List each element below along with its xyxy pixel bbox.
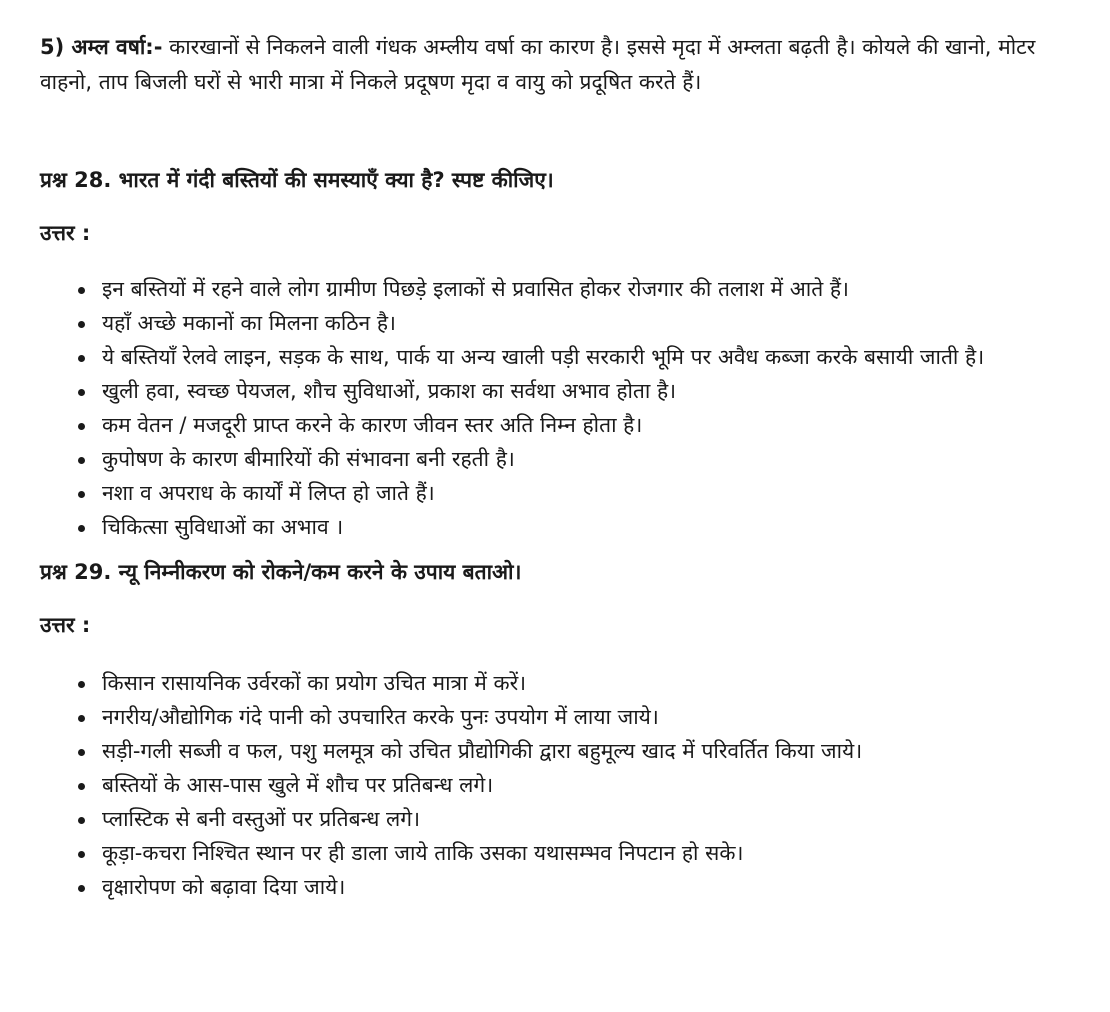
bullet-icon: [78, 783, 85, 790]
answer-29-label: उत्तर :: [40, 613, 91, 637]
list-item: [102, 408, 1080, 442]
bullet-icon: [78, 321, 85, 328]
list-item-text: किसान रासायनिक उर्वरकों का प्रयोग उचित मात्रा में करें।: [102, 671, 527, 695]
acid-rain-heading: 5) अम्ल वर्षा:-: [40, 35, 163, 59]
bullet-icon: [78, 457, 85, 464]
list-item-text: वृक्षारोपण को बढ़ावा दिया जाये।: [102, 875, 346, 899]
list-item-text: नगरीय/औद्योगिक गंदे पानी को उपचारित करके पुनः उपयोग में लाया जाये।: [102, 705, 659, 729]
answer-28-label: उत्तर :: [40, 221, 91, 245]
list-item: [102, 272, 1080, 306]
list-item-text: ये बस्तियाँ रेलवे लाइन, सड़क के साथ, पार्क या अन्य खाली पड़ी सरकारी भूमि पर अवैध कब्जा करके बसायी जाती है।: [102, 345, 985, 369]
bullet-icon: [78, 749, 85, 756]
list-item: [102, 836, 1080, 870]
bullet-icon: [78, 423, 85, 430]
acid-rain-text: कारखानों से निकलने वाली गंधक अम्लीय वर्षा का कारण है। इससे मृदा में अम्लता बढ़ती है। कोयले की खानो, मोटर वाहनो, ताप बिजली घरों से भारी मात्रा में निकले प्रदूषण मृदा व वायु को प्रदूषित करते हैं।: [40, 35, 1036, 94]
list-item-text: कूड़ा-कचरा निश्चित स्थान पर ही डाला जाये ताकि उसका यथासम्भव निपटान हो सके।: [102, 841, 744, 865]
answer-28-list: [40, 272, 1080, 544]
list-item: [102, 510, 1080, 544]
list-item: [102, 768, 1080, 802]
list-item-text: इन बस्तियों में रहने वाले लोग ग्रामीण पिछड़े इलाकों से प्रवासित होकर रोजगार की तलाश में आते हैं।: [102, 277, 850, 301]
bullet-icon: [78, 525, 85, 532]
bullet-icon: [78, 681, 85, 688]
bullet-icon: [78, 851, 85, 858]
list-item-text: नशा व अपराध के कार्यों में लिप्त हो जाते हैं।: [102, 481, 435, 505]
list-item: [102, 802, 1080, 836]
list-item: [102, 442, 1080, 476]
list-item-text: प्लास्टिक से बनी वस्तुओं पर प्रतिबन्ध लगे।: [102, 807, 421, 831]
bullet-icon: [78, 817, 85, 824]
list-item-text: यहाँ अच्छे मकानों का मिलना कठिन है।: [102, 311, 396, 335]
bullet-icon: [78, 287, 85, 294]
list-item: [102, 700, 1080, 734]
list-item: [102, 734, 1080, 768]
list-item: [102, 870, 1080, 904]
list-item: [102, 666, 1080, 700]
bullet-icon: [78, 389, 85, 396]
list-item-text: चिकित्सा सुविधाओं का अभाव ।: [102, 515, 344, 539]
list-item-text: खुली हवा, स्वच्छ पेयजल, शौच सुविधाओं, प्रकाश का सर्वथा अभाव होता है।: [102, 379, 677, 403]
bullet-icon: [78, 715, 85, 722]
acid-rain-paragraph: [40, 30, 1080, 100]
list-item: [102, 476, 1080, 510]
bullet-icon: [78, 355, 85, 362]
list-item: [102, 306, 1080, 340]
list-item-text: कम वेतन / मजदूरी प्राप्त करने के कारण जीवन स्तर अति निम्न होता है।: [102, 413, 643, 437]
list-item-text: बस्तियों के आस-पास खुले में शौच पर प्रतिबन्ध लगे।: [102, 773, 494, 797]
bullet-icon: [78, 491, 85, 498]
question-28: प्रश्न 28. भारत में गंदी बस्तियों की समस्याएँ क्या है? स्पष्ट कीजिए।: [40, 168, 554, 192]
list-item-text: सड़ी-गली सब्जी व फल, पशु मलमूत्र को उचित प्रौद्योगिकी द्वारा बहुमूल्य खाद में परिवर्तित किया जाये।: [102, 739, 863, 763]
list-item: [102, 374, 1080, 408]
question-29: प्रश्न 29. न्यू निम्नीकरण को रोकने/कम करने के उपाय बताओ।: [40, 560, 522, 584]
bullet-icon: [78, 885, 85, 892]
list-item: [102, 340, 1080, 374]
list-item-text: कुपोषण के कारण बीमारियों की संभावना बनी रहती है।: [102, 447, 515, 471]
answer-29-list: [40, 666, 1080, 904]
